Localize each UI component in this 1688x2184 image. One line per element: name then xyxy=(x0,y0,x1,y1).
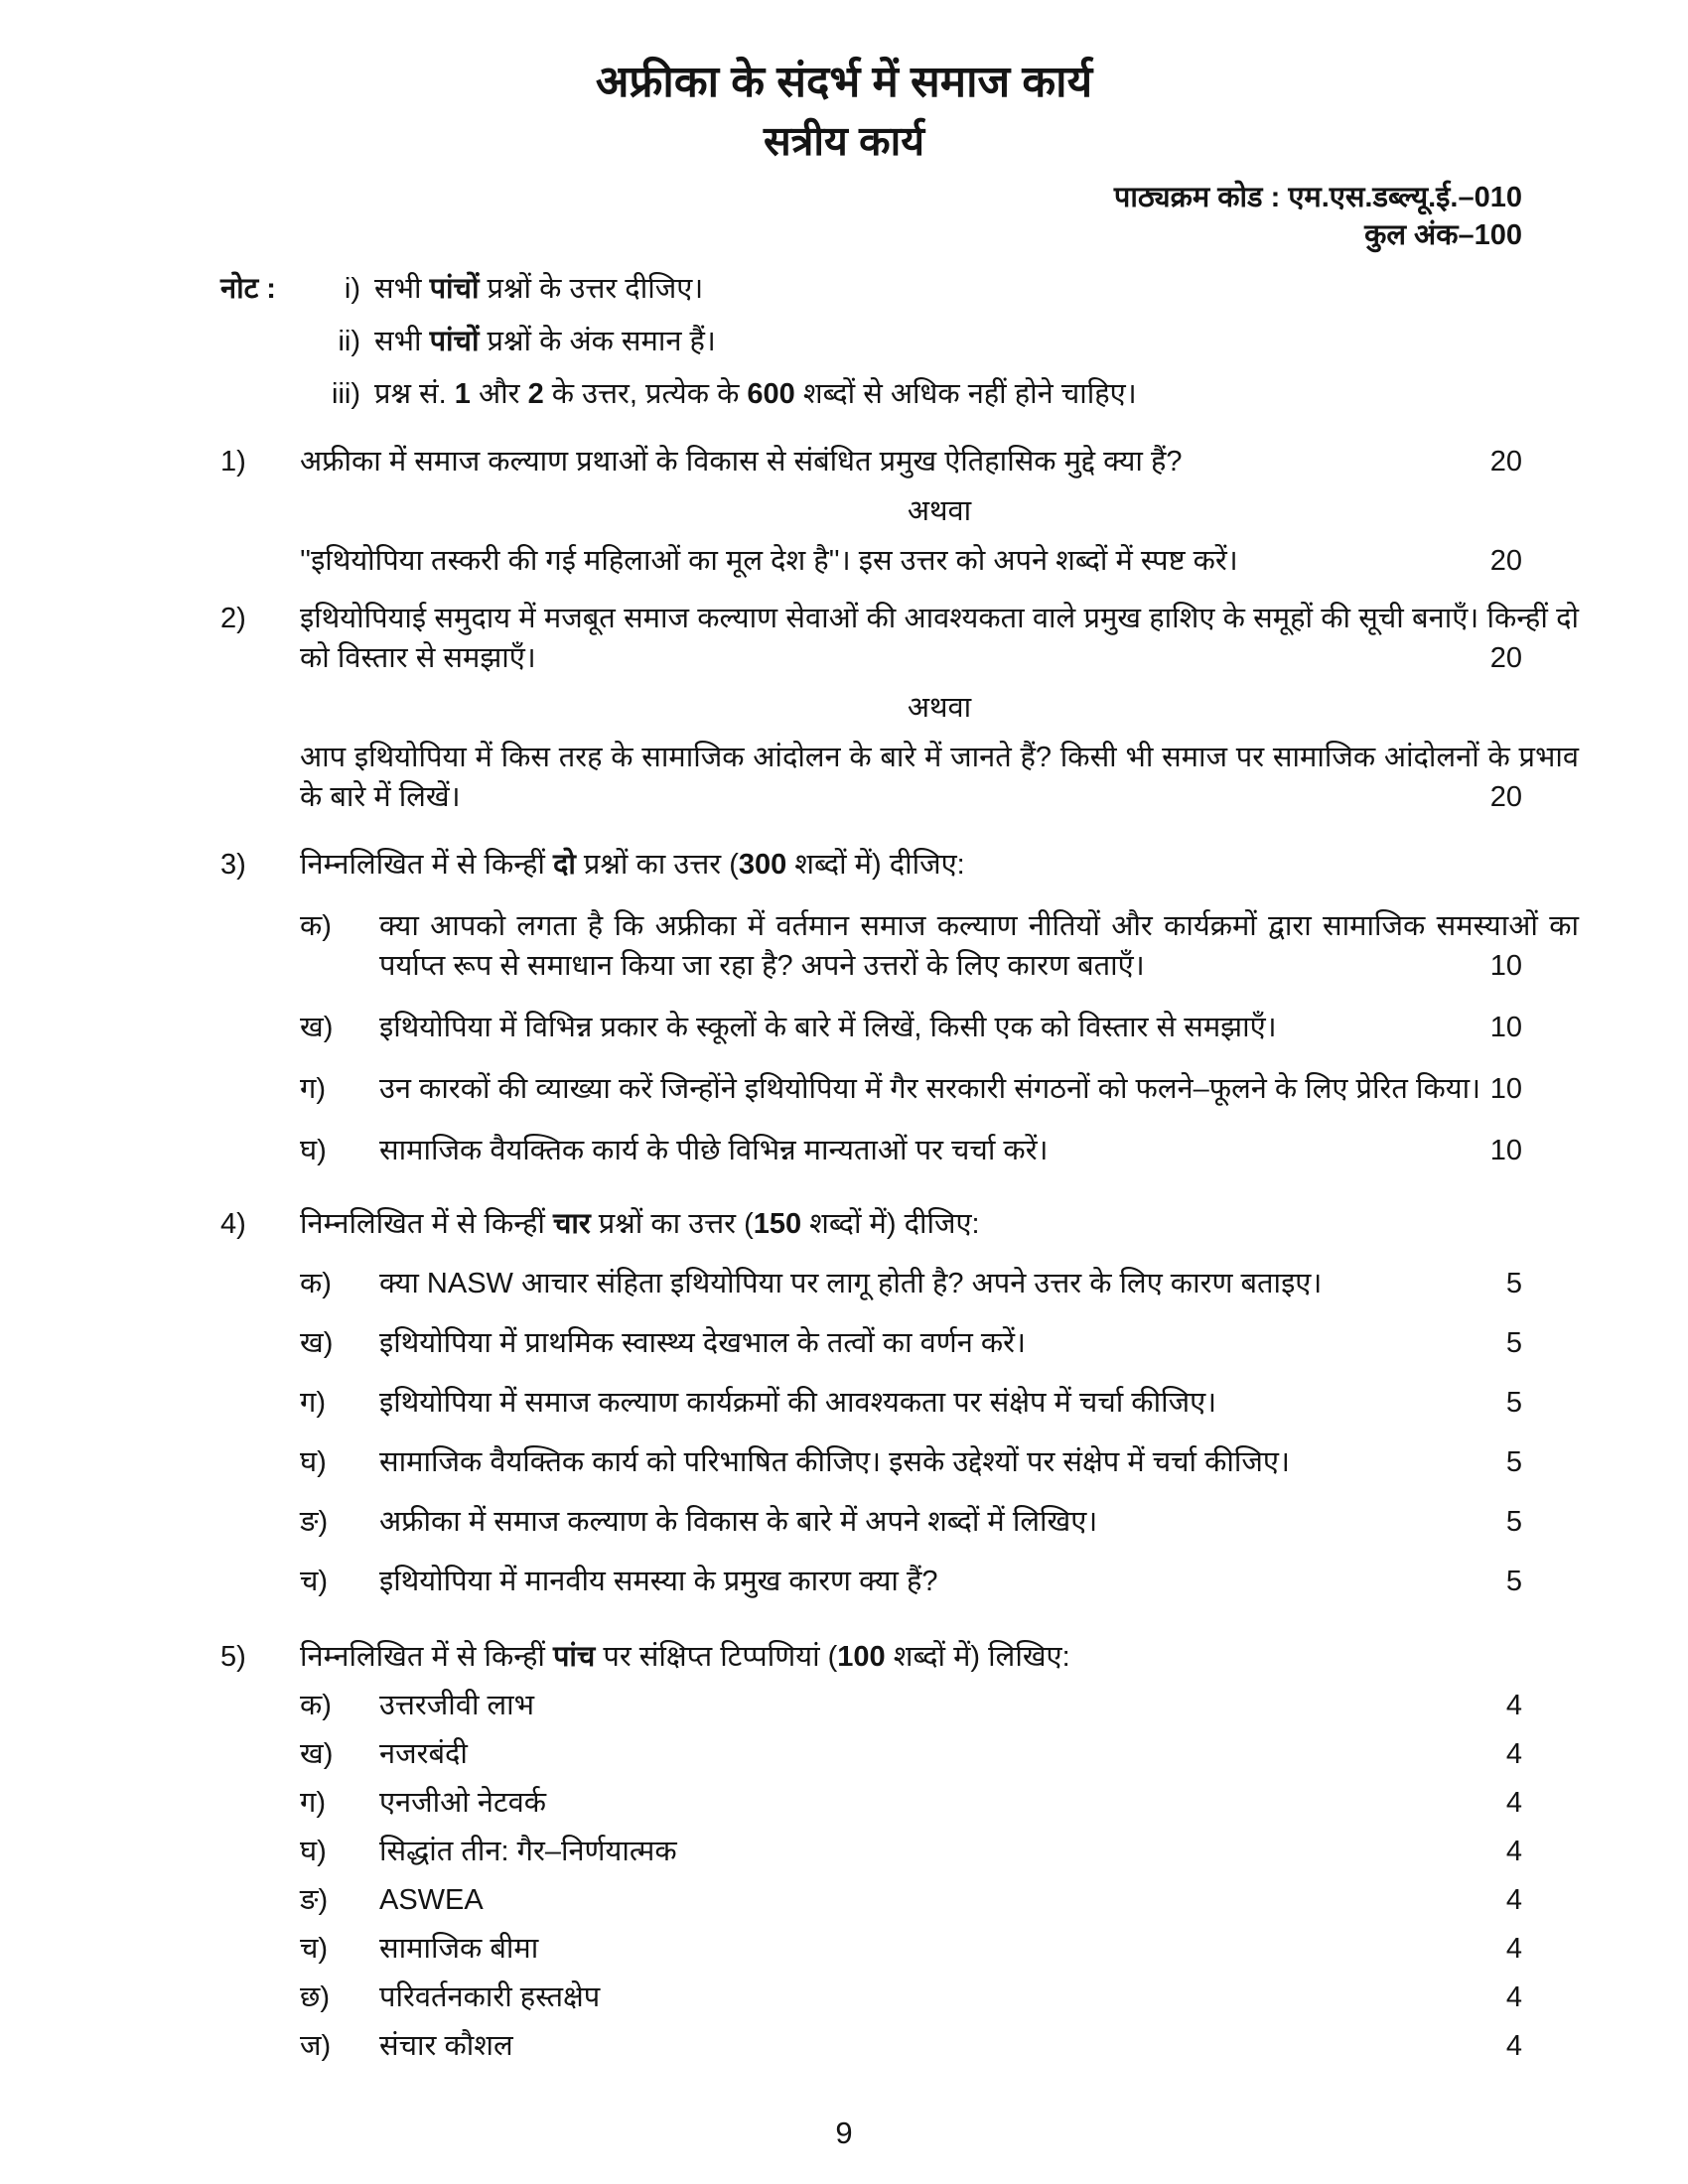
question-body xyxy=(300,442,1579,581)
sub-question-text: क्या NASW आचार संहिता इथियोपिया पर लागू होती है? अपने उत्तर के लिए कारण बताइए। xyxy=(379,1268,1323,1299)
note-label: नोट : xyxy=(220,273,276,305)
sub-question-text: ASWEA xyxy=(379,1884,484,1916)
marks-value: 4 xyxy=(1505,1787,1522,1819)
marks-value: 5 xyxy=(1505,1506,1522,1538)
sub-question xyxy=(300,906,1579,986)
sub-question-label: क) xyxy=(300,910,332,942)
question-number: 1) xyxy=(220,446,246,478)
note-item-text: सभी पांचों प्रश्नों के उत्तर दीजिए। xyxy=(374,273,704,305)
marks-value: 4 xyxy=(1505,1933,1522,1965)
sub-question-label: ङ) xyxy=(300,1884,329,1916)
marks-value: 4 xyxy=(1505,1836,1522,1867)
question-number: 3) xyxy=(220,849,246,881)
sub-question-text: इथियोपिया में मानवीय समस्या के प्रमुख कारण क्या हैं? xyxy=(379,1566,938,1597)
marks-value: 4 xyxy=(1505,1690,1522,1721)
marks-value: 5 xyxy=(1505,1327,1522,1359)
marks-value: 20 xyxy=(1489,781,1522,813)
note-items xyxy=(320,270,1579,428)
sub-question-text: अफ्रीका में समाज कल्याण के विकास के बारे में अपने शब्दों में लिखिए। xyxy=(379,1506,1098,1538)
question-main-line xyxy=(300,599,1579,678)
page-subtitle: सत्रीय कार्य xyxy=(763,118,925,164)
sub-question-text: इथियोपिया में विभिन्न प्रकार के स्कूलों के बारे में लिखें, किसी एक को विस्तार से समझाएँ। xyxy=(379,1012,1277,1043)
note-section xyxy=(220,270,1579,428)
question-body xyxy=(300,599,1579,817)
sub-question-label: क) xyxy=(300,1690,332,1721)
sub-question xyxy=(300,1131,1579,1170)
marks-value: 4 xyxy=(1505,1738,1522,1770)
sub-question-text: परिवर्तनकारी हस्तक्षेप xyxy=(379,1981,601,2013)
question-body xyxy=(300,1204,1579,1601)
sub-question xyxy=(300,1880,1579,1920)
marks-value: 5 xyxy=(1505,1446,1522,1478)
sub-question xyxy=(300,1069,1579,1109)
course-code: पाठ्यक्रम कोड : एम.एस.डब्ल्यू.ई.–010 xyxy=(1113,182,1522,213)
sub-question xyxy=(300,1832,1579,1871)
question-heading: निम्नलिखित में से किन्हीं चार प्रश्नों का उत्तर (150 शब्दों में) दीजिए: xyxy=(300,1208,980,1240)
question-main-line xyxy=(300,442,1579,481)
question-alt-line xyxy=(300,738,1579,817)
meta-block xyxy=(0,179,1688,254)
sub-question-text: इथियोपिया में समाज कल्याण कार्यक्रमों की आवश्यकता पर संक्षेप में चर्चा कीजिए। xyxy=(379,1387,1217,1419)
marks-value: 10 xyxy=(1489,1073,1522,1105)
question-body xyxy=(300,1637,1579,2066)
note-item-number: i) xyxy=(344,273,360,305)
marks-value: 20 xyxy=(1489,642,1522,674)
sub-question-text: उत्तरजीवी लाभ xyxy=(379,1690,535,1721)
sub-question-label: ग) xyxy=(300,1387,326,1419)
marks-value: 10 xyxy=(1489,1012,1522,1043)
sub-question-label: घ) xyxy=(300,1446,327,1478)
question-alt-text: ''इथियोपिया तस्करी की गई महिलाओं का मूल देश है''। इस उत्तर को अपने शब्दों में स्पष्ट करें। xyxy=(300,545,1238,577)
sub-question xyxy=(300,1562,1579,1601)
marks-value: 10 xyxy=(1489,1135,1522,1166)
sub-question xyxy=(300,1734,1579,1774)
sub-question-label: ङ) xyxy=(300,1506,329,1538)
sub-question xyxy=(300,2026,1579,2066)
sub-question-text: सामाजिक वैयक्तिक कार्य को परिभाषित कीजिए। इसके उद्देश्यों पर संक्षेप में चर्चा कीजिए। xyxy=(379,1446,1290,1478)
question-4 xyxy=(220,1204,1579,1601)
sub-question-label: घ) xyxy=(300,1836,327,1867)
note-item xyxy=(320,323,1579,360)
question-alt-text: आप इथियोपिया में किस तरह के सामाजिक आंदोलन के बारे में जानते हैं? किसी भी समाज पर सामाजिक आंदोलनों के प्रभाव के बारे में लिखें। xyxy=(300,742,1579,813)
sub-question-label: क) xyxy=(300,1268,332,1299)
marks-value: 4 xyxy=(1505,1884,1522,1916)
note-item-text: सभी पांचों प्रश्नों के अंक समान हैं। xyxy=(374,326,716,357)
sub-question-label: घ) xyxy=(300,1135,327,1166)
or-separator: अथवा xyxy=(907,692,972,724)
question-body xyxy=(300,845,1579,1170)
marks-value: 5 xyxy=(1505,1566,1522,1597)
question-alt-line xyxy=(300,541,1579,581)
sub-question-label: ख) xyxy=(300,1738,334,1770)
question-heading: निम्नलिखित में से किन्हीं दो प्रश्नों का उत्तर (300 शब्दों में) दीजिए: xyxy=(300,849,965,881)
sub-question-text: सिद्धांत तीन: गैर–निर्णयात्मक xyxy=(379,1836,677,1867)
sub-question-text: क्या आपको लगता है कि अफ्रीका में वर्तमान समाज कल्याण नीतियों और कार्यक्रमों द्वारा सामाजिक समस्याओं का पर्याप्त रूप से समाधान किया जा रहा है? अपने उत्तरों के लिए कारण बताएँ। xyxy=(379,910,1579,982)
sub-question xyxy=(300,1323,1579,1363)
note-item-number: ii) xyxy=(338,326,360,357)
note-item xyxy=(320,270,1579,308)
page-number: 9 xyxy=(835,2116,853,2150)
question-number: 2) xyxy=(220,603,246,634)
sub-question-text: एनजीओ नेटवर्क xyxy=(379,1787,546,1819)
question-number: 4) xyxy=(220,1208,246,1240)
sub-question-text: नजरबंदी xyxy=(379,1738,468,1770)
sub-question-label: ज) xyxy=(300,2030,332,2062)
sub-question xyxy=(300,1978,1579,2017)
marks-value: 4 xyxy=(1505,2030,1522,2062)
sub-question xyxy=(300,1442,1579,1482)
marks-value: 10 xyxy=(1489,950,1522,982)
sub-question xyxy=(300,1783,1579,1823)
sub-question-text: सामाजिक वैयक्तिक कार्य के पीछे विभिन्न मान्यताओं पर चर्चा करें। xyxy=(379,1135,1049,1166)
note-item-text: प्रश्न सं. 1 और 2 के उत्तर, प्रत्येक के 600 शब्दों से अधिक नहीं होने चाहिए। xyxy=(374,378,1137,410)
question-text: अफ्रीका में समाज कल्याण प्रथाओं के विकास से संबंधित प्रमुख ऐतिहासिक मुद्दे क्या हैं? xyxy=(300,446,1183,478)
question-2 xyxy=(220,599,1579,817)
question-5 xyxy=(220,1637,1579,2066)
sub-question-label: छ) xyxy=(300,1981,330,2013)
sub-question-text: सामाजिक बीमा xyxy=(379,1933,539,1965)
page-title: अफ्रीका के संदर्भ में समाज कार्य xyxy=(595,58,1093,106)
marks-value: 20 xyxy=(1489,446,1522,478)
total-marks: कुल अंक–100 xyxy=(1364,219,1522,251)
marks-value: 20 xyxy=(1489,545,1522,577)
marks-value: 4 xyxy=(1505,1981,1522,2013)
marks-value: 5 xyxy=(1505,1268,1522,1299)
note-item xyxy=(320,375,1579,413)
sub-question-label: ख) xyxy=(300,1327,334,1359)
sub-question xyxy=(300,1502,1579,1542)
question-1 xyxy=(220,442,1579,581)
or-separator: अथवा xyxy=(907,495,972,527)
sub-question-label: ग) xyxy=(300,1073,326,1105)
question-3 xyxy=(220,845,1579,1170)
sub-question-text: इथियोपिया में प्राथमिक स्वास्थ्य देखभाल के तत्वों का वर्णन करें। xyxy=(379,1327,1026,1359)
question-text: इथियोपियाई समुदाय में मजबूत समाज कल्याण सेवाओं की आवश्यकता वाले प्रमुख हाशिए के समूहों की सूची बनाएँ। किन्हीं दो को विस्तार से समझाएँ। xyxy=(300,603,1579,674)
sub-question-label: च) xyxy=(300,1933,329,1965)
sub-question-label: ग) xyxy=(300,1787,326,1819)
sub-question-label: च) xyxy=(300,1566,329,1597)
sub-question xyxy=(300,1686,1579,1725)
marks-value: 5 xyxy=(1505,1387,1522,1419)
note-item-number: iii) xyxy=(332,378,360,410)
sub-question xyxy=(300,1264,1579,1303)
sub-question xyxy=(300,1929,1579,1969)
sub-question-label: ख) xyxy=(300,1012,334,1043)
sub-question-text: उन कारकों की व्याख्या करें जिन्होंने इथियोपिया में गैर सरकारी संगठनों को फलने–फूलने के लिए प्रेरित किया। xyxy=(379,1073,1481,1105)
sub-question-text: संचार कौशल xyxy=(379,2030,513,2062)
question-heading: निम्नलिखित में से किन्हीं पांच पर संक्षिप्त टिप्पणियां (100 शब्दों में) लिखिए: xyxy=(300,1641,1070,1673)
sub-question xyxy=(300,1008,1579,1047)
question-number: 5) xyxy=(220,1641,246,1673)
sub-question xyxy=(300,1383,1579,1423)
